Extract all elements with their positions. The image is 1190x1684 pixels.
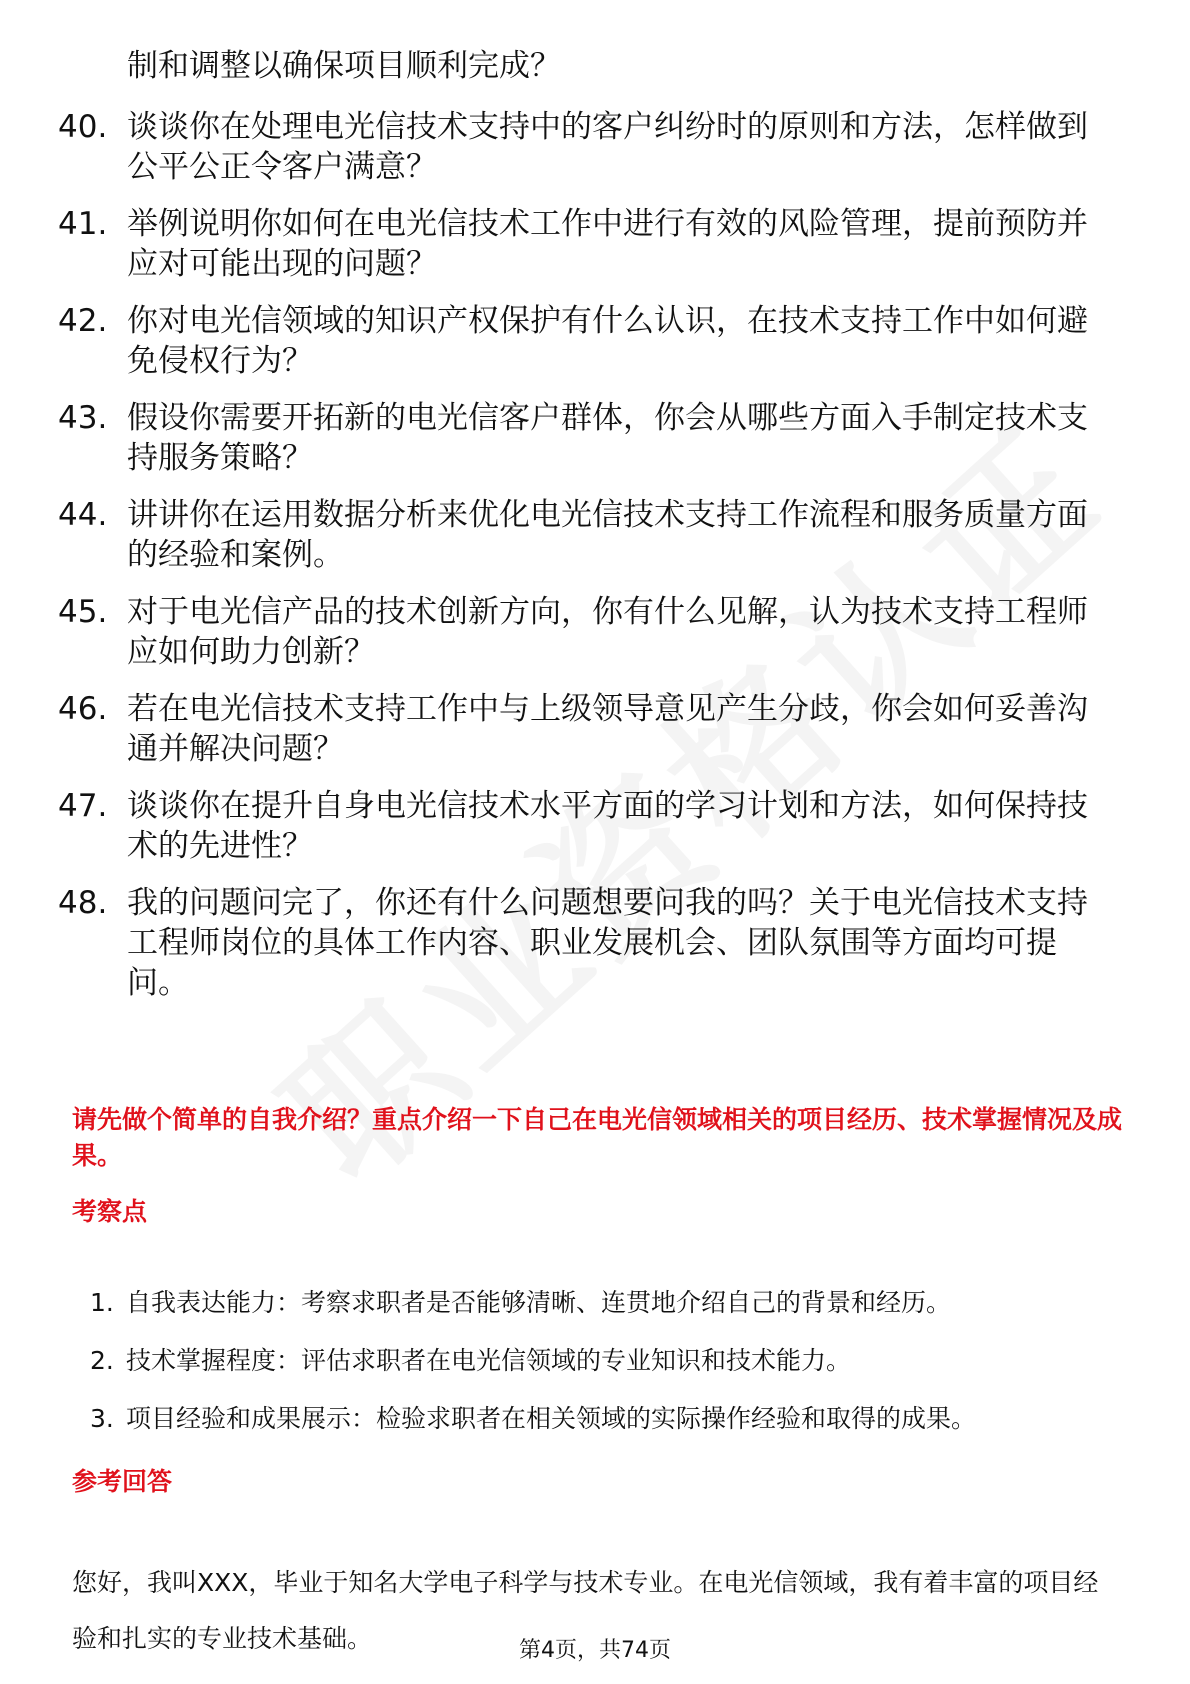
question-continuation: 制和调整以确保项目顺利完成？: [127, 48, 561, 84]
question-number: 43.: [58, 400, 108, 436]
question-text: 你对电光信领域的知识产权保护有什么认识，在技术支持工作中如何避免侵权行为？: [127, 303, 1088, 379]
question-number: 42.: [58, 303, 108, 339]
question-text: 假设你需要开拓新的电光信客户群体，你会从哪些方面入手制定技术支持服务策略？: [127, 400, 1088, 476]
reference-answer-text: 您好，我叫XXX，毕业于知名大学电子科学与技术专业。在电光信领域，我有着丰富的项目经验和扎实的专业技术基础。: [72, 1568, 1099, 1653]
question-text: 举例说明你如何在电光信技术工作中进行有效的风险管理，提前预防并应对可能出现的问题？: [127, 206, 1088, 282]
question-number: 41.: [58, 206, 108, 242]
question-text: 对于电光信产品的技术创新方向，你有什么见解，认为技术支持工程师应如何助力创新？: [127, 594, 1088, 670]
reference-answer-heading: 参考回答: [72, 1467, 173, 1496]
question-text: 谈谈你在处理电光信技术支持中的客户纠纷时的原则和方法，怎样做到公平公正令客户满意？: [127, 109, 1088, 185]
question-item: [58, 689, 1118, 769]
question-number: 45.: [58, 594, 108, 630]
focus-point-number: 3.: [90, 1404, 114, 1433]
focus-point: [90, 1402, 1130, 1436]
question-number: 48.: [58, 885, 108, 921]
question-number: 46.: [58, 691, 108, 727]
question-text: 讲讲你在运用数据分析来优化电光信技术支持工作流程和服务质量方面的经验和案例。: [127, 497, 1088, 573]
question-item: [58, 495, 1118, 575]
question-item: [58, 301, 1118, 381]
question-number: 44.: [58, 497, 108, 533]
question-number: 40.: [58, 109, 108, 145]
question-item: [58, 107, 1118, 187]
focus-point-text: 自我表达能力：考察求职者是否能够清晰、连贯地介绍自己的背景和经历。: [126, 1288, 952, 1317]
focus-point-text: 项目经验和成果展示：检验求职者在相关领域的实际操作经验和取得的成果。: [126, 1404, 977, 1433]
focus-points-heading: 考察点: [72, 1197, 148, 1226]
question-number: 47.: [58, 788, 108, 824]
featured-question-heading: 请先做个简单的自我介绍？重点介绍一下自己在电光信领域相关的项目经历、技术掌握情况及成果。: [72, 1105, 1123, 1170]
page-number-footer: 第4页，共74页: [519, 1638, 671, 1663]
question-item: [58, 592, 1118, 672]
focus-points-list: [90, 1286, 1130, 1460]
question-item: [58, 204, 1118, 284]
focus-point: [90, 1286, 1130, 1320]
question-text: 我的问题问完了，你还有什么问题想要问我的吗？关于电光信技术支持工程师岗位的具体工作内容、职业发展机会、团队氛围等方面均可提问。: [127, 885, 1088, 1001]
focus-point-text: 技术掌握程度：评估求职者在电光信领域的专业知识和技术能力。: [126, 1346, 852, 1375]
focus-point-number: 2.: [90, 1346, 114, 1375]
question-text: 若在电光信技术支持工作中与上级领导意见产生分歧，你会如何妥善沟通并解决问题？: [127, 691, 1088, 767]
question-list: [58, 107, 1118, 1020]
question-text: 谈谈你在提升自身电光信技术水平方面的学习计划和方法，如何保持技术的先进性？: [127, 788, 1088, 864]
question-item: [58, 786, 1118, 866]
question-item: [58, 398, 1118, 478]
question-item: [58, 883, 1118, 1003]
focus-point: [90, 1344, 1130, 1378]
focus-point-number: 1.: [90, 1288, 114, 1317]
